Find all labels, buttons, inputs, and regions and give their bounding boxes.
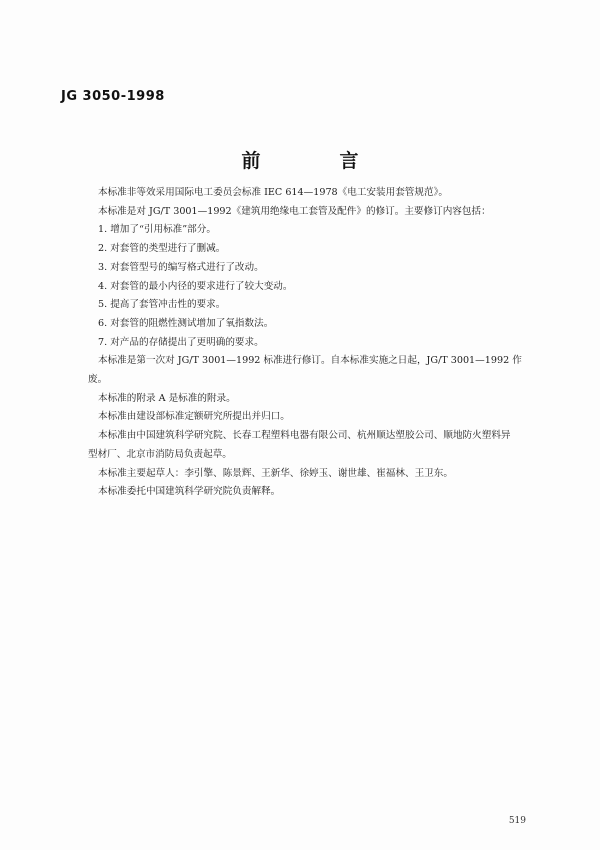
paragraph-appendix: 本标准的附录 A 是标准的附录。 (98, 392, 236, 404)
paragraph-drafting-units-cont: 型材厂、北京市消防局负责起草。 (88, 448, 232, 460)
list-item: 5. 提高了套管冲击性的要求。 (98, 299, 226, 311)
list-item: 7. 对产品的存储提出了更明确的要求。 (98, 336, 264, 348)
paragraph-drafting-units: 本标准由中国建筑科学研究院、长春工程塑料电器有限公司、杭州顺达塑胶公司、顺地防火塑料异 (98, 430, 511, 442)
list-item: 6. 对套管的阻燃性测试增加了氧指数法。 (98, 317, 274, 329)
paragraph-revision-intro: 本标准是对 JG/T 3001—1992《建筑用绝缘电工套管及配件》的修订。主要修订内容包括： (98, 205, 491, 217)
paragraph-adoption: 本标准非等效采用国际电工委员会标准 IEC 614—1978《电工安装用套管规范》。 (98, 187, 448, 198)
standard-code: JG 3050-1998 (61, 89, 165, 104)
list-item: 4. 对套管的最小内径的要求进行了较大变动。 (98, 280, 293, 292)
page-number: 519 (508, 816, 526, 826)
paragraph-first-revision: 本标准是第一次对 JG/T 3001—1992 标准进行修订。自本标准实施之日起，JG/T 3001—1992 作 (98, 355, 522, 367)
paragraph-first-revision-cont: 废。 (88, 374, 108, 386)
paragraph-drafters: 本标准主要起草人：李引擎、陈景辉、王新华、徐婷玉、谢世雄、崔福林、王卫东。 (98, 467, 453, 479)
page-title: 前 言 (241, 150, 389, 172)
paragraph-proposer: 本标准由建设部标准定额研究所提出并归口。 (98, 411, 290, 423)
list-item: 3. 对套管型号的编写格式进行了改动。 (98, 261, 264, 273)
list-item: 1. 增加了“引用标准”部分。 (98, 224, 216, 236)
paragraph-interpretation: 本标准委托中国建筑科学研究院负责解释。 (98, 486, 281, 498)
foreword-body (88, 184, 533, 502)
list-item: 2. 对套管的类型进行了删减。 (98, 243, 226, 255)
